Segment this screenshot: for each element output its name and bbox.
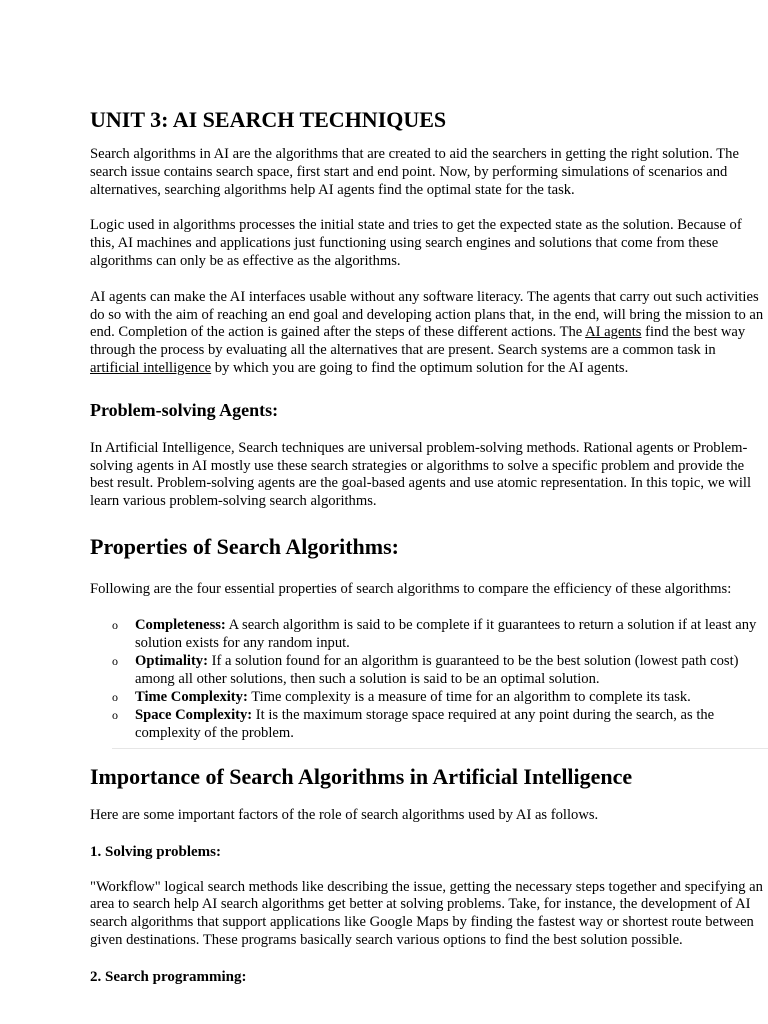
list-item bbox=[112, 706, 768, 742]
property-desc: Time complexity is a measure of time for an algorithm to complete its task. bbox=[247, 688, 691, 705]
importance-intro: Here are some important factors of the role of search algorithms used by AI as follows. bbox=[90, 806, 599, 823]
list-item bbox=[112, 616, 768, 652]
artificial-intelligence-link[interactable]: artificial intelligence bbox=[90, 359, 212, 376]
ai-agents-link[interactable]: AI agents bbox=[585, 324, 642, 341]
intro-p3-text-c: by which you are going to find the optimum solution for the AI agents. bbox=[211, 359, 629, 376]
property-desc: It is the maximum storage space required at any point during the search, as the complexity of the problem. bbox=[135, 706, 715, 741]
document-page bbox=[90, 106, 768, 1004]
list-item bbox=[112, 652, 768, 688]
bullet-icon: o bbox=[112, 653, 118, 668]
property-term: Optimality: bbox=[135, 652, 208, 669]
bullet-icon: o bbox=[112, 617, 118, 632]
solving-problems-heading: 1. Solving problems: bbox=[90, 843, 221, 860]
intro-paragraph-2: Logic used in algorithms processes the initial state and tries to get the expected state as the solution. Because of this, AI machines and applications just functioning using search engines and solutions that come from these algorithms can only be as effective as the algorithms. bbox=[90, 217, 742, 269]
property-desc: If a solution found for an algorithm is guaranteed to be the best solution (lowest path cost) among all other solutions, then such a solution is said to be an optimal solution. bbox=[135, 652, 739, 687]
problem-solving-paragraph: In Artificial Intelligence, Search techniques are universal problem-solving methods. Rational agents or Problem-solving agents in AI mostly use these search strategies or algorithms to solve a specific problem and provide the best result. Problem-solving agents are the goal-based agents and use atomic representation. In this topic, we will learn various problem-solving search algorithms. bbox=[90, 439, 752, 510]
property-term: Time Complexity: bbox=[135, 688, 248, 705]
search-programming-heading: 2. Search programming: bbox=[90, 968, 247, 985]
bullet-icon: o bbox=[112, 707, 118, 722]
property-term: Space Complexity: bbox=[135, 706, 253, 723]
intro-p3-text-b: find the best way through the process by evaluating all the alternatives that are present. Search systems are a common task in bbox=[90, 324, 746, 359]
intro-paragraph-3 bbox=[90, 289, 768, 378]
problem-solving-heading: Problem-solving Agents: bbox=[90, 399, 279, 420]
solving-problems-paragraph: "Workflow" logical search methods like describing the issue, getting the necessary steps together and specifying an area to search help AI search algorithms get better at solving problems. Take, for instance, the development of AI search algorithms that support applications like Google Maps by finding the fastest way or shortest route between given destinations. These programs basically search various options to find the best solution possible. bbox=[90, 878, 763, 948]
property-desc: A search algorithm is said to be complete if it guarantees to return a solution if at least any solution exists for any random input. bbox=[135, 616, 757, 651]
divider bbox=[112, 748, 768, 749]
bullet-icon: o bbox=[112, 689, 118, 704]
properties-heading: Properties of Search Algorithms: bbox=[90, 533, 399, 559]
properties-intro: Following are the four essential properties of search algorithms to compare the efficiency of these algorithms: bbox=[90, 580, 732, 597]
intro-p3-text-a: AI agents can make the AI interfaces usable without any software literacy. The agents that carry out such activities do so with the aim of reaching an end goal and developing action plans that, in the end, will bring the mission to an end. Completion of the action is gained after the steps of these different actions. The bbox=[90, 288, 764, 341]
properties-list bbox=[90, 616, 768, 742]
property-term: Completeness: bbox=[135, 616, 226, 633]
intro-paragraph-1: Search algorithms in AI are the algorithms that are created to aid the searchers in getting the right solution. The search issue contains search space, first start and end point. Now, by performing simulations of scenarios and alternatives, searching algorithms help AI agents find the optimal state for the task. bbox=[90, 146, 739, 198]
list-item bbox=[112, 688, 768, 706]
page-title: UNIT 3: AI SEARCH TECHNIQUES bbox=[90, 107, 447, 132]
importance-heading: Importance of Search Algorithms in Artificial Intelligence bbox=[90, 763, 633, 789]
